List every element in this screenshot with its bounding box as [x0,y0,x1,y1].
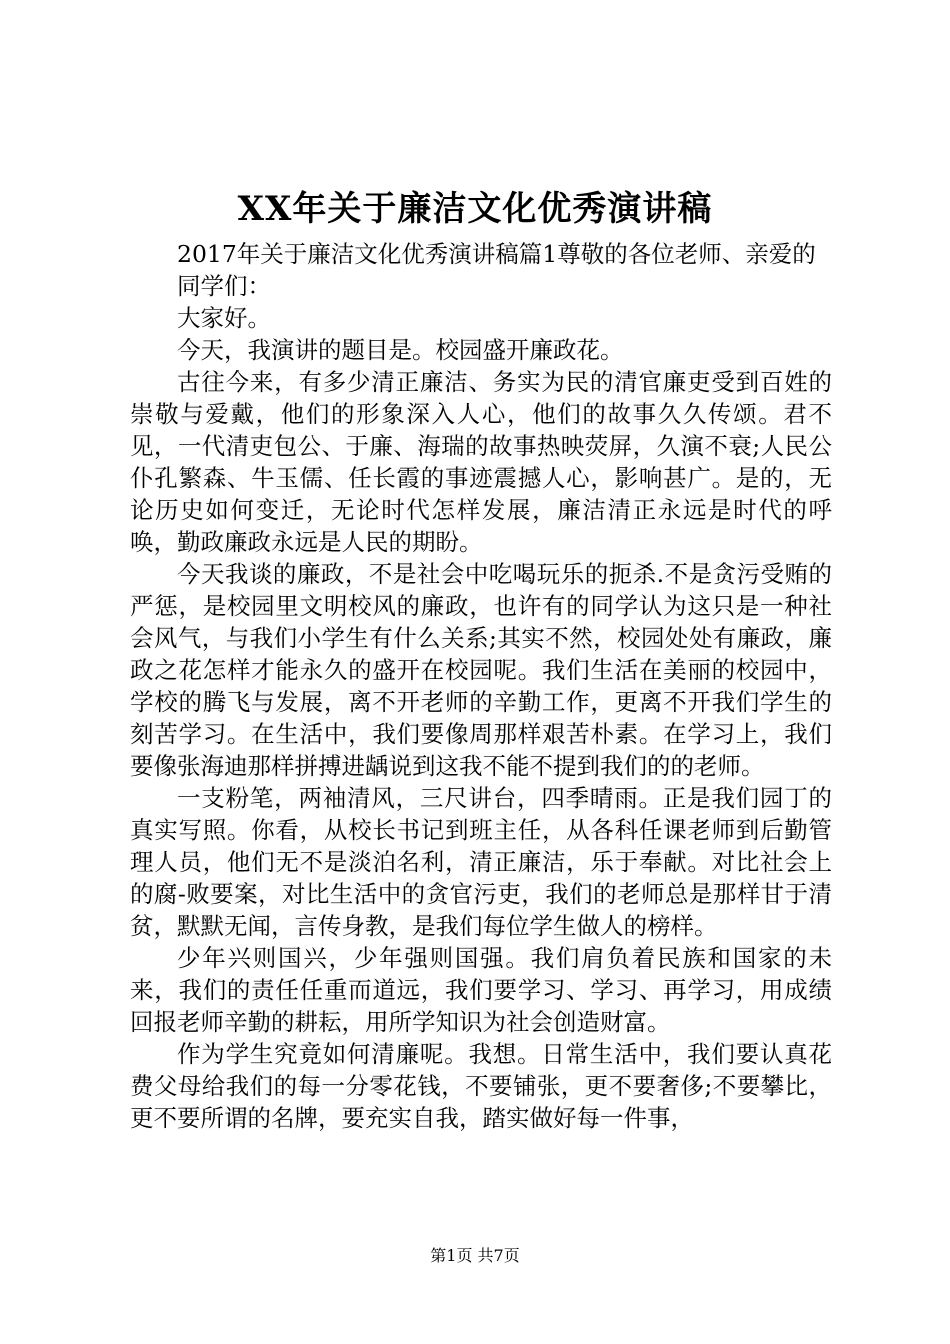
paragraph: 古往今来，有多少清正廉洁、务实为民的清官廉吏受到百姓的崇敬与爱戴，他们的形象深入人心，他们的故事久久传颂。君不见，一代清吏包公、于廉、海瑞的故事热映荧屏，久演不衰;人民公仆孔繁森、牛玉儒、任长霞的事迹震撼人心，影响甚广。是的，无论历史如何变迁，无论时代怎样发展，廉洁清正永远是时代的呼唤，勤政廉政永远是人民的期盼。 [130,368,832,556]
paragraph: 少年兴则国兴，少年强则国强。我们肩负着民族和国家的未来，我们的责任任重而道远，我们要学习、学习、再学习，用成绩回报老师辛勤的耕耘，用所学知识为社会创造财富。 [130,944,832,1036]
paragraph: 今天，我演讲的题目是。校园盛开廉政花。 [177,336,624,364]
paragraph: 同学们： [177,272,271,300]
paragraph: 一支粉笔，两袖清风，三尺讲台，四季晴雨。正是我们园丁的真实写照。你看，从校长书记到班主任，从各科任课老师到后勤管理人员，他们无不是淡泊名利，清正廉洁，乐于奉献。对比社会上的腐-败要案，对比生活中的贪官污吏，我们的老师总是那样甘于清贫，默默无闻，言传身教，是我们每位学生做人的榜样。 [130,784,832,940]
page-footer: 第1页 共7页 [430,1246,520,1265]
document-title: XX年关于廉洁文化优秀演讲稿 [237,189,713,229]
paragraph: 大家好。 [177,304,271,332]
document-body [130,238,832,1134]
paragraph: 作为学生究竟如何清廉呢。我想。日常生活中，我们要认真花费父母给我们的每一分零花钱，不要铺张，更不要奢侈;不要攀比，更不要所谓的名牌，要充实自我，踏实做好每一件事， [130,1040,832,1132]
paragraph: 2017年关于廉洁文化优秀演讲稿篇1尊敬的各位老师、亲爱的 [177,240,816,268]
paragraph: 今天我谈的廉政，不是社会中吃喝玩乐的扼杀.不是贪污受贿的严惩，是校园里文明校风的廉政，也许有的同学认为这只是一种社会风气，与我们小学生有什么关系;其实不然，校园处处有廉政，廉政之花怎样才能永久的盛开在校园呢。我们生活在美丽的校园中，学校的腾飞与发展，离不开老师的辛勤工作，更离不开我们学生的刻苦学习。在生活中，我们要像周那样艰苦朴素。在学习上，我们要像张海迪那样拼搏进龋说到这我不能不提到我们的的老师。 [130,560,832,780]
